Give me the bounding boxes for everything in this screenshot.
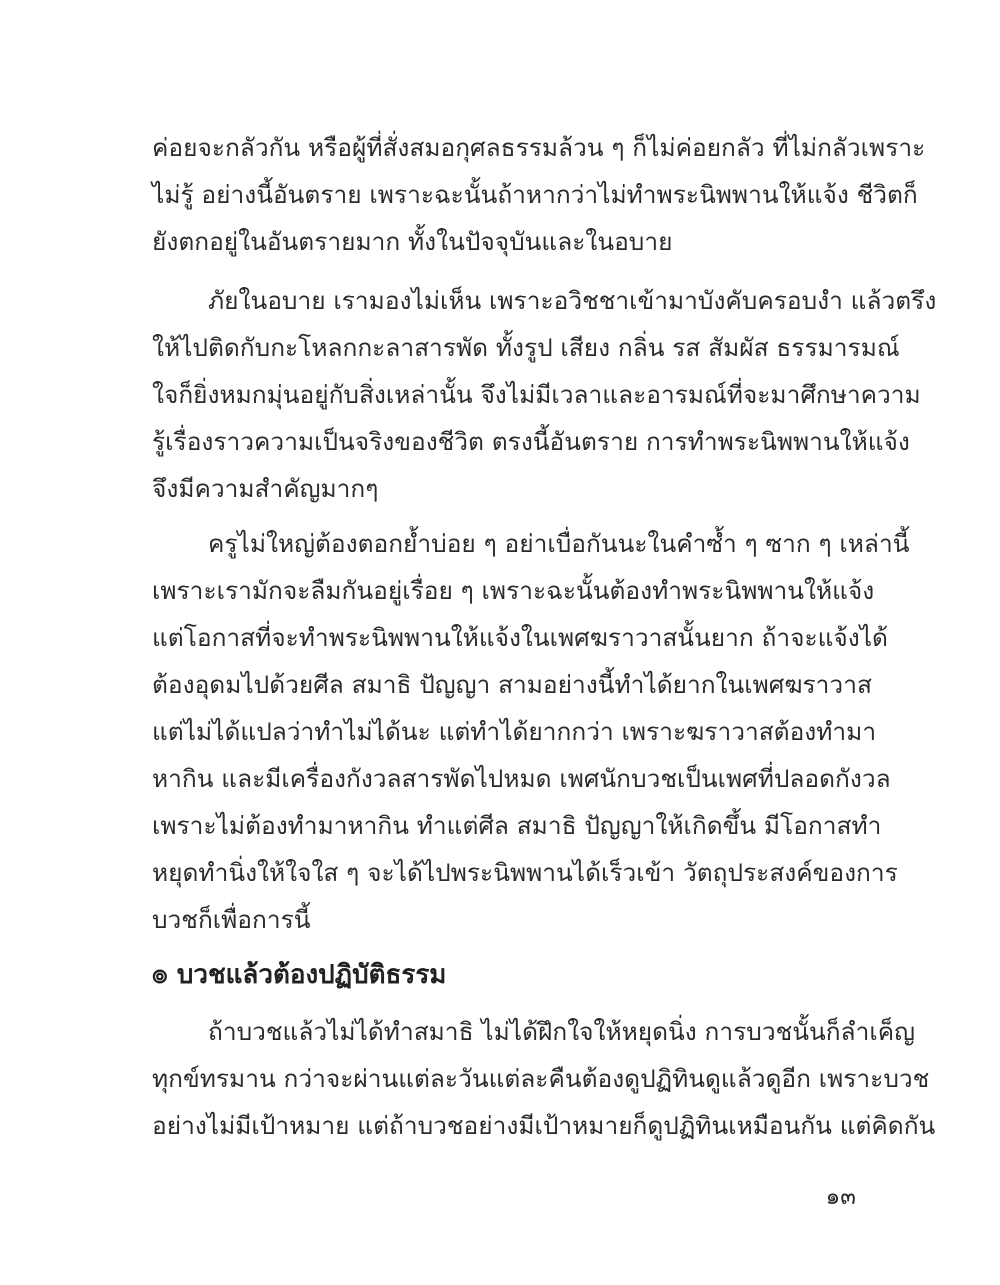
page-number: ๑๓: [825, 1184, 856, 1210]
paragraph-2-line-5: จึงมีความสำคัญมากๆ: [152, 474, 379, 503]
paragraph-2-line-4: รู้เรื่องราวความเป็นจริงของชีวิต ตรงนี้อันตราย การทำพระนิพพานให้แจ้ง: [152, 427, 910, 456]
paragraph-2-line-2: ให้ไปติดกับกะโหลกกะลาสารพัด ทั้งรูป เสียง กลิ่น รส สัมผัส ธรรมารมณ์: [152, 333, 900, 362]
paragraph-3-line-6: หากิน และมีเครื่องกังวลสารพัดไปหมด เพศนักบวชเป็นเพศที่ปลอดกังวล: [152, 764, 891, 793]
paragraph-3-line-9: บวชก็เพื่อการนี้: [152, 905, 311, 934]
paragraph-2-line-3: ใจก็ยิ่งหมกมุ่นอยู่กับสิ่งเหล่านั้น จึงไม่มีเวลาและอารมณ์ที่จะมาศึกษาความ: [152, 380, 921, 409]
paragraph-1-line-1: ค่อยจะกลัวกัน หรือผู้ที่สั่งสมอกุศลธรรมล้วน ๆ ก็ไม่ค่อยกลัว ที่ไม่กลัวเพราะ: [152, 133, 926, 162]
paragraph-4-line-1: ถ้าบวชแล้วไม่ได้ทำสมาธิ ไม่ได้ฝึกใจให้หยุดนิ่ง การบวชนั้นก็ลำเค็ญ: [208, 1017, 915, 1046]
paragraph-3-line-7: เพราะไม่ต้องทำมาหากิน ทำแต่ศีล สมาธิ ปัญญาให้เกิดขึ้น มีโอกาสทำ: [152, 811, 882, 840]
paragraph-1-line-2: ไม่รู้ อย่างนี้อันตราย เพราะฉะนั้นถ้าหากว่าไม่ทำพระนิพพานให้แจ้ง ชีวิตก็: [152, 180, 918, 209]
paragraph-3-line-3: แต่โอกาสที่จะทำพระนิพพานให้แจ้งในเพศฆราวาสนั้นยาก ถ้าจะแจ้งได้: [152, 623, 888, 652]
paragraph-4-line-3: อย่างไม่มีเป้าหมาย แต่ถ้าบวชอย่างมีเป้าหมายก็ดูปฏิทินเหมือนกัน แต่คิดกัน: [152, 1111, 936, 1140]
paragraph-3-line-4: ต้องอุดมไปด้วยศีล สมาธิ ปัญญา สามอย่างนี้ทำได้ยากในเพศฆราวาส: [152, 670, 872, 699]
paragraph-3-line-5: แต่ไม่ได้แปลว่าทำไม่ได้นะ แต่ทำได้ยากกว่า เพราะฆราวาสต้องทำมา: [152, 717, 877, 746]
paragraph-4-line-2: ทุกข์ทรมาน กว่าจะผ่านแต่ละวันแต่ละคืนต้องดูปฏิทินดูแล้วดูอีก เพราะบวช: [152, 1064, 930, 1093]
paragraph-3-line-8: หยุดทำนิ่งให้ใจใส ๆ จะได้ไปพระนิพพานได้เร็วเข้า วัตถุประสงค์ของการ: [152, 858, 898, 887]
paragraph-2-line-1: ภัยในอบาย เรามองไม่เห็น เพราะอวิชชาเข้ามาบังคับครอบงำ แล้วตรึง: [208, 286, 937, 315]
section-heading: ๏ บวชแล้วต้องปฏิบัติธรรม: [152, 960, 447, 990]
paragraph-3-line-2: เพราะเรามักจะลืมกันอยู่เรื่อย ๆ เพราะฉะนั้นต้องทำพระนิพพานให้แจ้ง: [152, 576, 875, 605]
paragraph-1-line-3: ยังตกอยู่ในอันตรายมาก ทั้งในปัจจุบันและในอบาย: [152, 227, 673, 256]
paragraph-3-line-1: ครูไม่ใหญ่ต้องตอกย้ำบ่อย ๆ อย่าเบื่อกันนะในคำซ้ำ ๆ ซาก ๆ เหล่านี้: [208, 529, 910, 558]
